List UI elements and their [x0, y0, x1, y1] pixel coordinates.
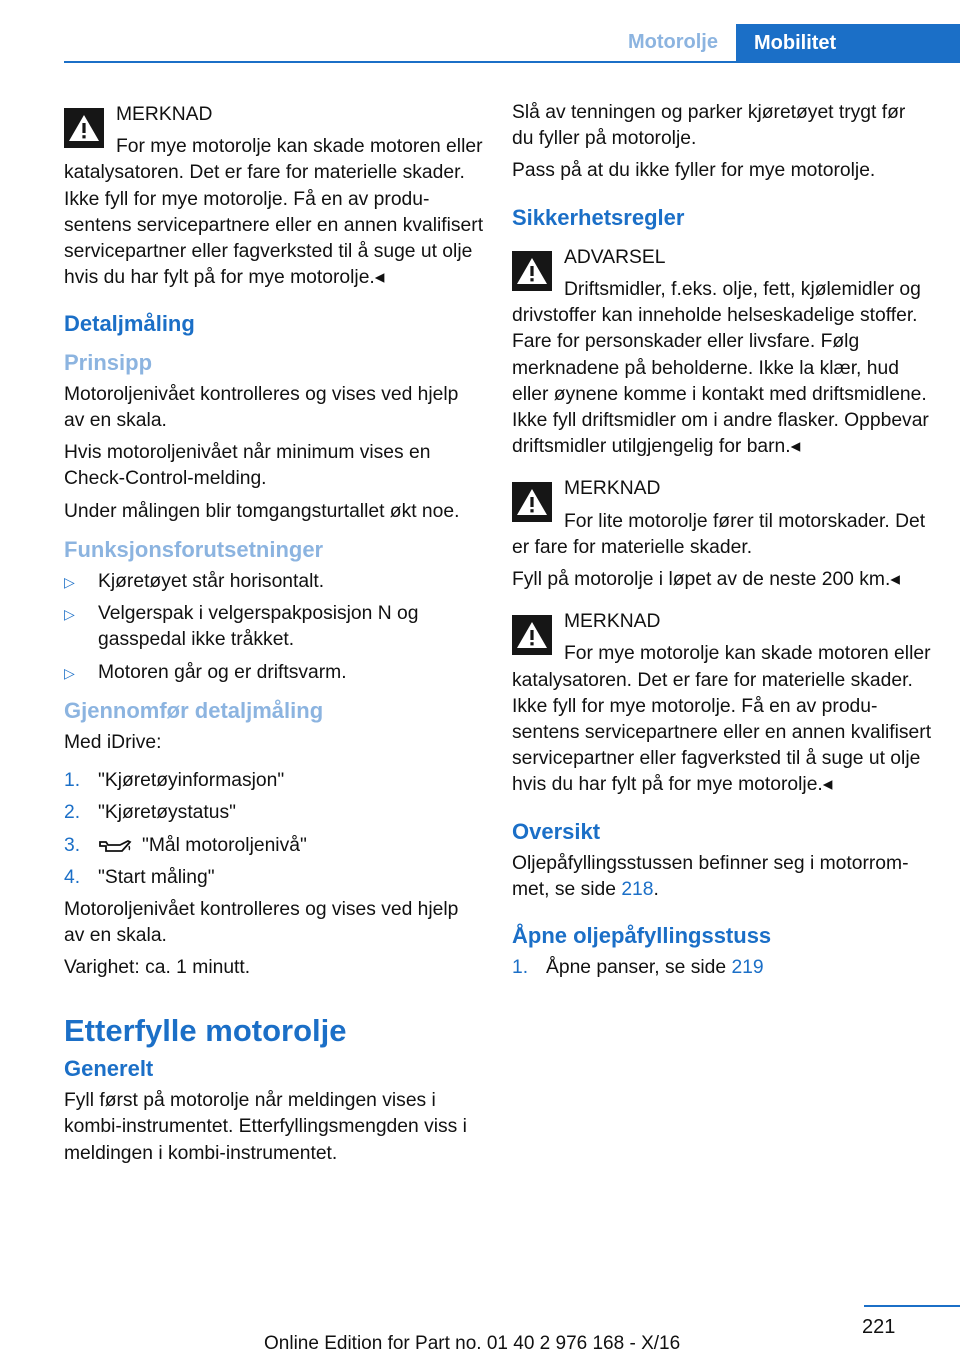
heading-detaljmaling: Detaljmåling	[64, 311, 195, 337]
step-list	[512, 955, 932, 981]
list-item: 1. Åpne panser, se side 219	[512, 957, 764, 979]
paragraph: Motoroljenivået kontrolleres og vises ved hjelp av en skala.	[64, 383, 459, 432]
right-column	[512, 100, 932, 988]
notice-heading: MERKNAD	[564, 478, 661, 500]
bullet-triangle-icon: ▷	[64, 606, 75, 623]
bullet-triangle-icon: ▷	[64, 664, 75, 681]
paragraph: Varighet: ca. 1 minutt.	[64, 957, 251, 979]
heading-oversikt: Oversikt	[512, 818, 601, 844]
paragraph: Pass på at du ikke fyller for mye motorolje.	[512, 160, 876, 182]
notice-body: For mye motorolje kan skade motoren eller katalysatoren. Det er fare for materielle skader. Ikke fyll for mye motorolje. Få en av produsentens servicepartnere eller en annen kvalifisert servicepartner eller fagverksted til å suge ut olje hvis du har fylt på for mye motorolje.◂	[512, 643, 932, 796]
notice-heading: MERKNAD	[564, 611, 661, 633]
list-item: 3. "Mål motoroljenivå"	[64, 834, 307, 856]
warning-icon	[512, 251, 552, 291]
tab-chapter[interactable]: Mobilitet	[736, 24, 960, 62]
notice-heading: MERKNAD	[116, 104, 213, 125]
list-item: ▷ Velgerspak i velgerspakposisjon N og gasspedal ikke tråkket.	[64, 603, 419, 651]
heading-sikkerhetsregler: Sikkerhetsregler	[512, 204, 685, 230]
warning-body: Driftsmidler, f.eks. olje, fett, kjølemidler og drivstoffer kan inneholde helseskadelige stoffer. Fare for personskader eller livsfare. Følg merknadene på beholderne. Ikke la klær, hud eller øynene komme i kontakt med driftsmidlene. Ikke fyll driftsmidler om i andre flasker. Oppbevar driftsmidler utilgjengelig for barn.◂	[512, 279, 929, 458]
page-number: 221	[862, 1316, 896, 1338]
list-item: 1. "Kjøretøyinformasjon"	[64, 770, 285, 792]
heading-etterfylle: Etterfylle motorolje	[64, 1012, 347, 1048]
paragraph: Motoroljenivået kontrolleres og vises ved hjelp av en skala.	[64, 899, 459, 947]
paragraph: Under målingen blir tomgangsturtallet økt noe.	[64, 500, 460, 522]
heading-apne: Åpne oljepåfyllingsstuss	[512, 923, 772, 949]
notice-box	[64, 100, 484, 291]
page-link-219[interactable]: 219	[731, 957, 764, 979]
left-column	[64, 100, 484, 1173]
list-item: 2. "Kjøretøystatus"	[64, 802, 236, 824]
notice-box	[512, 607, 932, 798]
page-link-218[interactable]: 218	[621, 879, 654, 901]
list-item: 4. "Start måling"	[64, 866, 215, 888]
paragraph: Hvis motoroljenivået når minimum vises en Check-Control-melding.	[64, 442, 431, 490]
heading-funksjonsforutsetninger: Funksjonsforutsetninger	[64, 536, 324, 562]
bullet-triangle-icon: ▷	[64, 574, 75, 591]
edition-footer: Online Edition for Part no. 01 40 2 976 168 - X/16	[264, 1333, 681, 1354]
tab-section[interactable]: Motorolje	[628, 31, 718, 53]
warning-icon	[64, 108, 104, 148]
oil-can-icon	[98, 837, 132, 855]
paragraph: Fyll på motorolje i løpet av de neste 200 km.◂	[512, 569, 900, 591]
heading-prinsipp: Prinsipp	[64, 349, 153, 375]
paragraph: Slå av tenningen og parker kjøretøyet trygt før du fyller på motorolje.	[512, 102, 906, 150]
paragraph: Fyll først på motorolje når meldingen vises i kombi-instrumentet. Etterfyllingsmengden viss i meldingen i kombi-instrumentet.	[64, 1090, 467, 1164]
notice-box	[512, 474, 932, 561]
list-item: ▷ Kjøretøyet står horisontalt.	[64, 569, 484, 595]
warning-icon	[512, 615, 552, 655]
heading-generelt: Generelt	[64, 1055, 154, 1081]
paragraph: Med iDrive:	[64, 732, 162, 754]
list-item: ▷ Motoren går og er driftsvarm.	[64, 660, 484, 686]
warning-heading: ADVARSEL	[564, 246, 666, 268]
footer-rule	[864, 1305, 960, 1307]
notice-body: For lite motorolje fører til motorskader. Det er fare for materielle skader.	[512, 510, 926, 558]
notice-body: For mye motorolje kan skade motoren eller katalysatoren. Det er fare for materielle skader. Ikke fyll for mye motorolje. Få en av produsentens servicepartnere eller en annen kvalifisert servicepartner eller fagverksted til å suge ut olje hvis du har fylt på for mye motorolje.◂	[64, 136, 484, 289]
heading-gjennomfor: Gjennomfør detaljmåling	[64, 697, 324, 723]
warning-icon	[512, 482, 552, 522]
warning-box	[512, 243, 932, 461]
paragraph: Oljepåfyllingsstussen befinner seg i motorrommet, se side 218.	[512, 852, 909, 901]
step-list	[64, 768, 484, 891]
bullet-list	[64, 569, 484, 686]
